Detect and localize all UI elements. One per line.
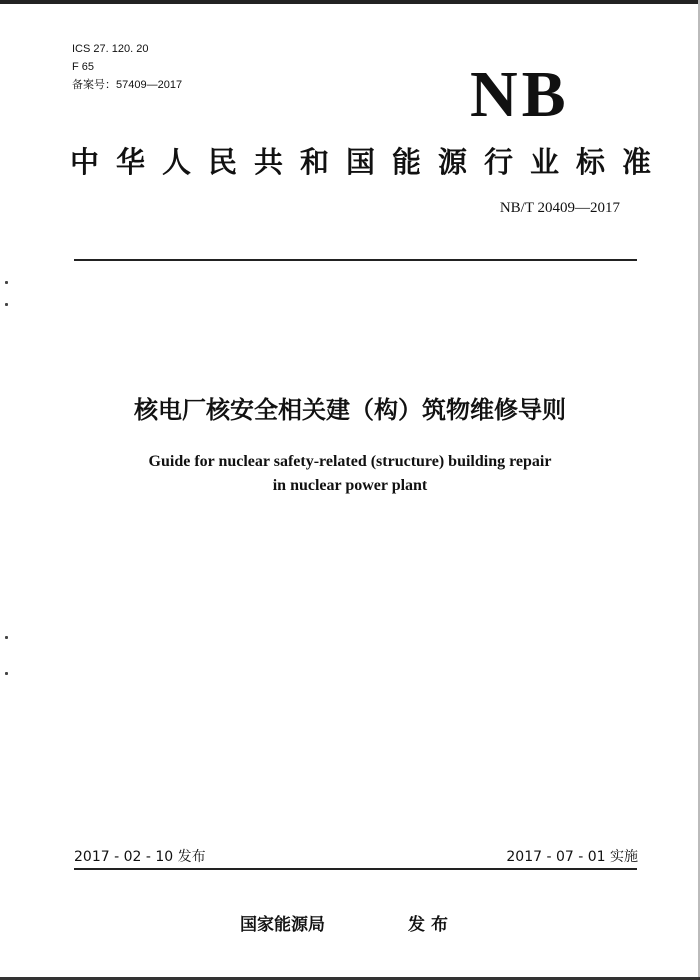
record-number: 备案号：57409—2017 (72, 79, 183, 91)
effective-date: 2017 - 07 - 01 实施 (506, 849, 638, 865)
scan-speck (5, 636, 8, 639)
english-title-line-2: in nuclear power plant (272, 477, 428, 494)
standard-category-title: 中华人民共和国能源行业标准 (70, 145, 669, 179)
document-title-english (0, 450, 700, 498)
issued-label: 发布 (408, 915, 454, 935)
nb-logo: NB (470, 58, 570, 131)
ics-code: ICS 27. 120. 20 (72, 43, 149, 55)
classification-block (72, 40, 182, 94)
scan-speck (5, 672, 8, 675)
english-title-line-1: Guide for nuclear safety-related (structure) building repair (148, 453, 552, 470)
scan-speck (5, 303, 8, 306)
scan-speck (5, 281, 8, 284)
standard-code: NB/T 20409—2017 (499, 200, 620, 216)
release-date: 2017 - 02 - 10 发布 (74, 849, 206, 865)
header-divider (74, 259, 637, 261)
scan-edge-top (0, 0, 700, 4)
footer-divider (74, 868, 637, 870)
document-title-chinese: 核电厂核安全相关建（构）筑物维修导则 (134, 396, 566, 424)
issuing-authority: 国家能源局 (240, 915, 325, 935)
ccs-code: F 65 (72, 61, 95, 73)
